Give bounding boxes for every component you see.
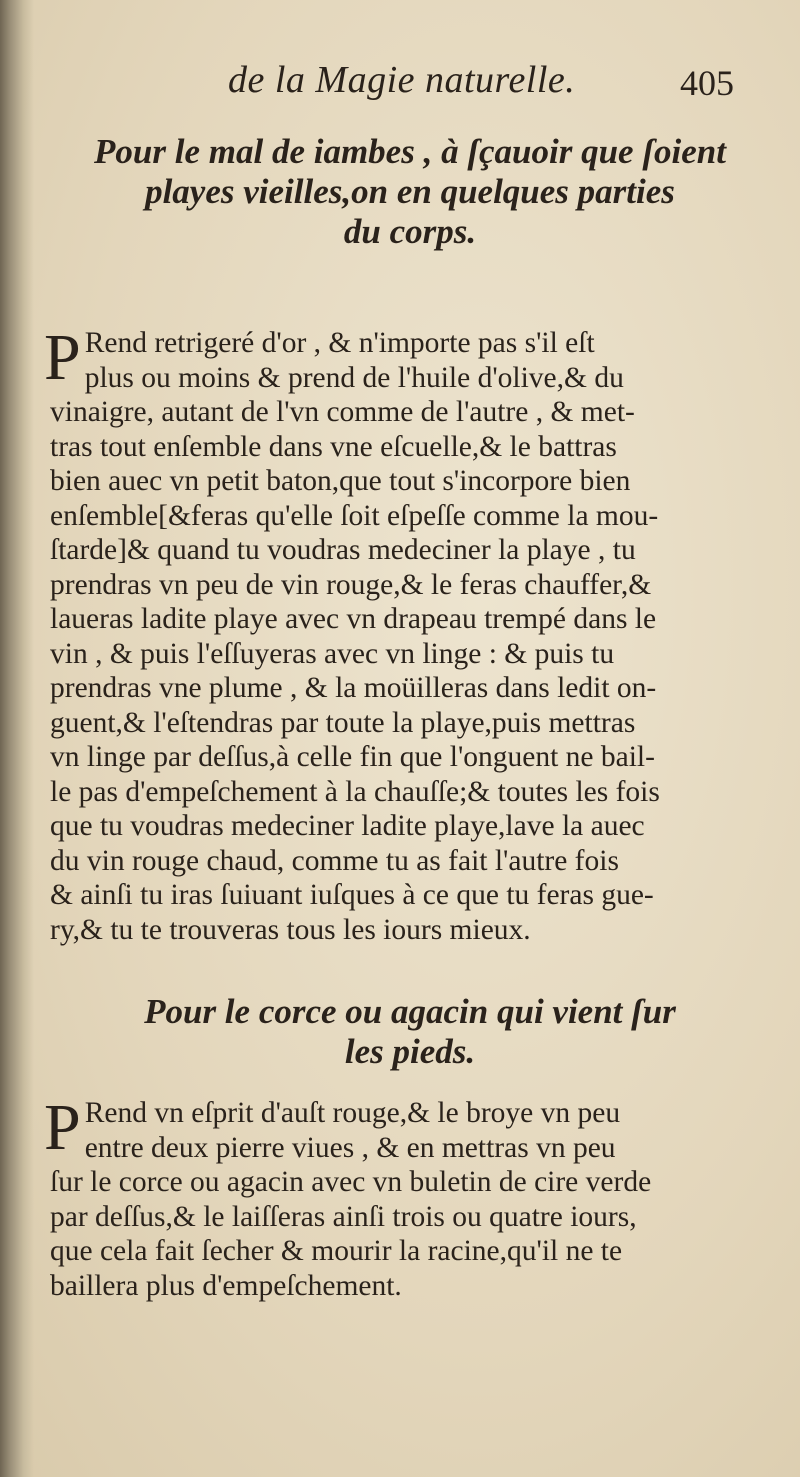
text-line: vinaigre, autant de l'vn comme de l'autre , & met-	[50, 396, 635, 428]
text-line: que tu voudras medeciner ladite playe,lave la auec	[50, 810, 645, 842]
text-line: vn linge par deſſus,à celle fin que l'onguent ne bail-	[50, 741, 655, 773]
text-line: ry,& tu te trouveras tous les iours mieux.	[50, 913, 531, 946]
text-line: baillera plus d'empeſchement.	[50, 1269, 402, 1302]
paragraph-corns	[44, 1091, 768, 1303]
text-line: guent,& l'eſtendras par toute la playe,puis mettras	[50, 706, 636, 739]
text-line: prendras vn peu de vin rouge,& le feras chauffer,&	[50, 568, 652, 601]
binding-gutter	[0, 0, 34, 1477]
title-line: Pour le mal de iambes , à ſçauoir que ſoient	[94, 132, 726, 171]
text-line: par deſſus,& le laiſſeras ainſi trois ou quatre iours,	[50, 1200, 637, 1233]
text-line: prendras vne plume , & la moüilleras dans ledit on-	[50, 672, 657, 704]
text-line: laueras ladite playe avec vn drapeau trempé dans le	[50, 603, 657, 635]
page-header	[0, 58, 800, 108]
text-line: Rend vn eſprit d'auſt rouge,& le broye vn peu	[84, 1097, 621, 1129]
text-line: Rend retrigeré d'or , & n'importe pas s'il eſt	[84, 327, 595, 359]
running-head: de la Magie naturelle.	[228, 59, 576, 101]
text-line: vin , & puis l'eſſuyeras avec vn linge : & puis tu	[50, 637, 615, 670]
section-title-leg-wounds	[40, 132, 780, 252]
title-line: les pieds.	[344, 1032, 476, 1071]
title-line: Pour le corce ou agacin qui vient ſur	[144, 992, 676, 1031]
text-line: du vin rouge chaud, comme tu as fait l'autre fois	[50, 844, 619, 877]
text-line: plus ou moins & prend de l'huile d'olive,& du	[84, 361, 624, 394]
title-line: du corps.	[343, 212, 477, 251]
paragraph-leg-wounds	[44, 321, 768, 947]
title-line: playes vieilles,on en quelques parties	[145, 172, 675, 211]
text-line: ſur le corce ou agacin avec vn buletin de cire verde	[50, 1166, 652, 1198]
text-line: enſemble[&feras qu'elle ſoit eſpeſſe comme la mou-	[50, 499, 659, 532]
text-line: tras tout enſemble dans vne eſcuelle,& le battras	[50, 430, 617, 463]
text-line: que cela fait ſecher & mourir la racine,qu'il ne te	[50, 1235, 623, 1267]
text-line: entre deux pierre viues , & en mettras vn peu	[84, 1131, 616, 1164]
text-line: ſtarde]& quand tu voudras medeciner la playe , tu	[50, 534, 636, 566]
text-line: bien auec vn petit baton,que tout s'incorpore bien	[50, 465, 631, 497]
page-number: 405	[680, 63, 734, 103]
drop-cap: P	[44, 321, 81, 394]
drop-cap: P	[44, 1091, 81, 1164]
text-line: le pas d'empeſchement à la chauſſe;& toutes les fois	[50, 775, 660, 808]
text-line: & ainſi tu iras ſuiuant iuſques à ce que tu feras gue-	[50, 879, 654, 911]
section-title-corns	[40, 992, 780, 1072]
